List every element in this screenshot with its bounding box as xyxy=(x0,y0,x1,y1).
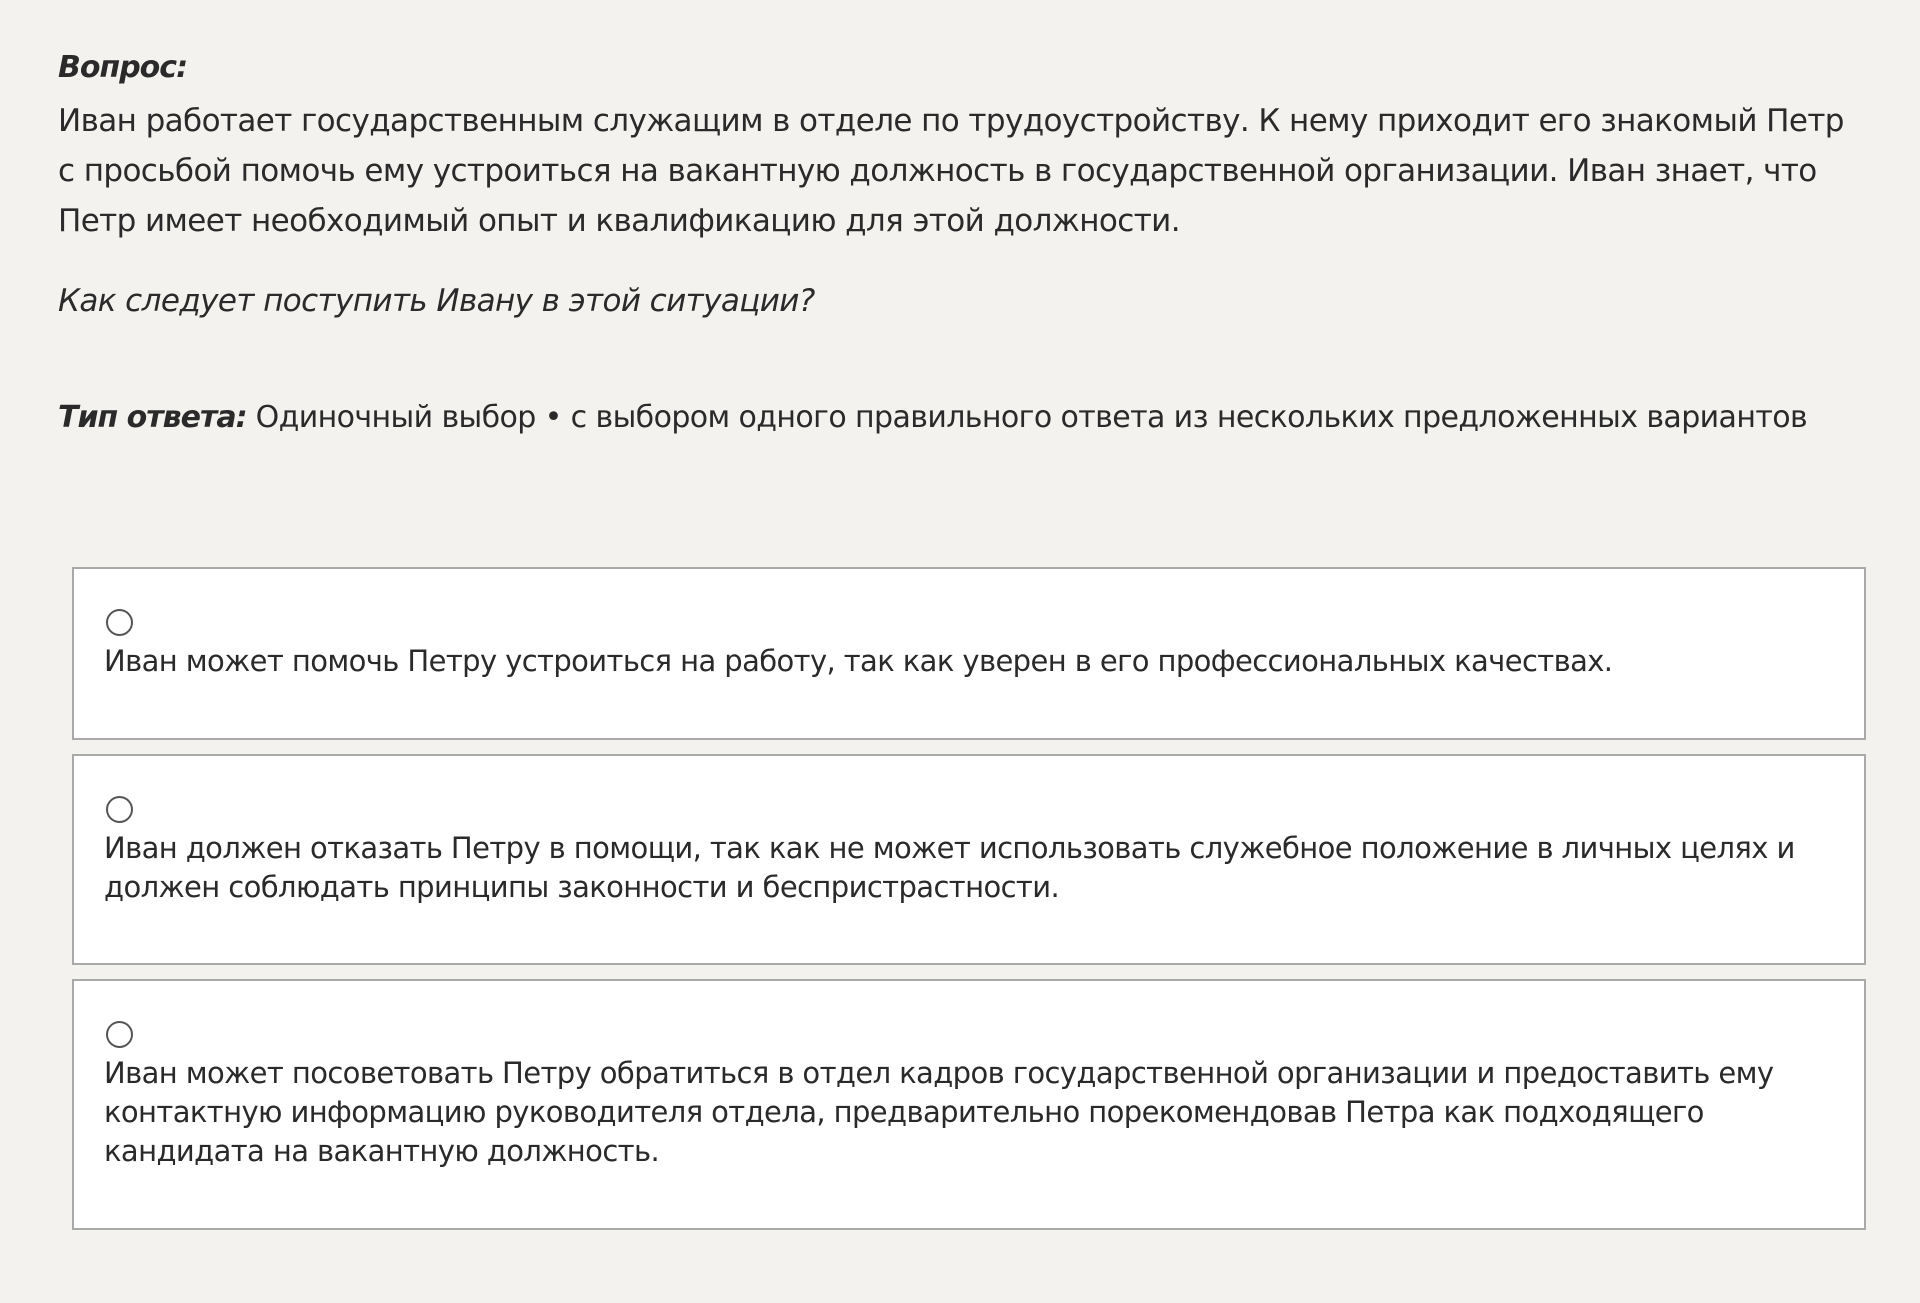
answer-type xyxy=(58,394,1878,442)
answer-option-text: Иван должен отказать Петру в помощи, так как не может использовать служебное положение в личных целях и должен соблюдать принципы законности и беспристрастности. xyxy=(104,831,1795,904)
answer-option-1[interactable] xyxy=(72,567,1866,740)
answer-option-text: Иван может посоветовать Петру обратиться в отдел кадров государственной организации и предоставить ему контактную информацию руководителя отдела, предварительно порекомендовав Петра как подходящего кандидата на вакантную должность. xyxy=(104,1056,1774,1168)
question-text: Иван работает государственным служащим в отделе по трудоустройству. К нему приходит его знакомый Петр с просьбой помочь ему устроиться на вакантную должность в государственной организации. Иван знает, что Петр имеет необходимый опыт и квалификацию для этой должности. xyxy=(58,103,1844,239)
answer-option-2[interactable] xyxy=(72,754,1866,965)
answer-options xyxy=(72,567,1866,1244)
question-block xyxy=(58,46,1858,326)
answer-type-value: Одиночный выбор • с выбором одного правильного ответа из нескольких предложенных вариантов xyxy=(255,400,1808,435)
answer-option-3[interactable] xyxy=(72,979,1866,1230)
radio-unchecked-icon[interactable] xyxy=(106,609,133,636)
answer-option-text: Иван может помочь Петру устроиться на работу, так как уверен в его профессиональных качествах. xyxy=(104,644,1613,678)
radio-unchecked-icon[interactable] xyxy=(106,796,133,823)
question-prompt: Как следует поступить Ивану в этой ситуации? xyxy=(58,283,815,319)
question-label: Вопрос: xyxy=(58,50,188,85)
answer-type-label: Тип ответа: xyxy=(58,400,247,435)
radio-unchecked-icon[interactable] xyxy=(106,1021,133,1048)
